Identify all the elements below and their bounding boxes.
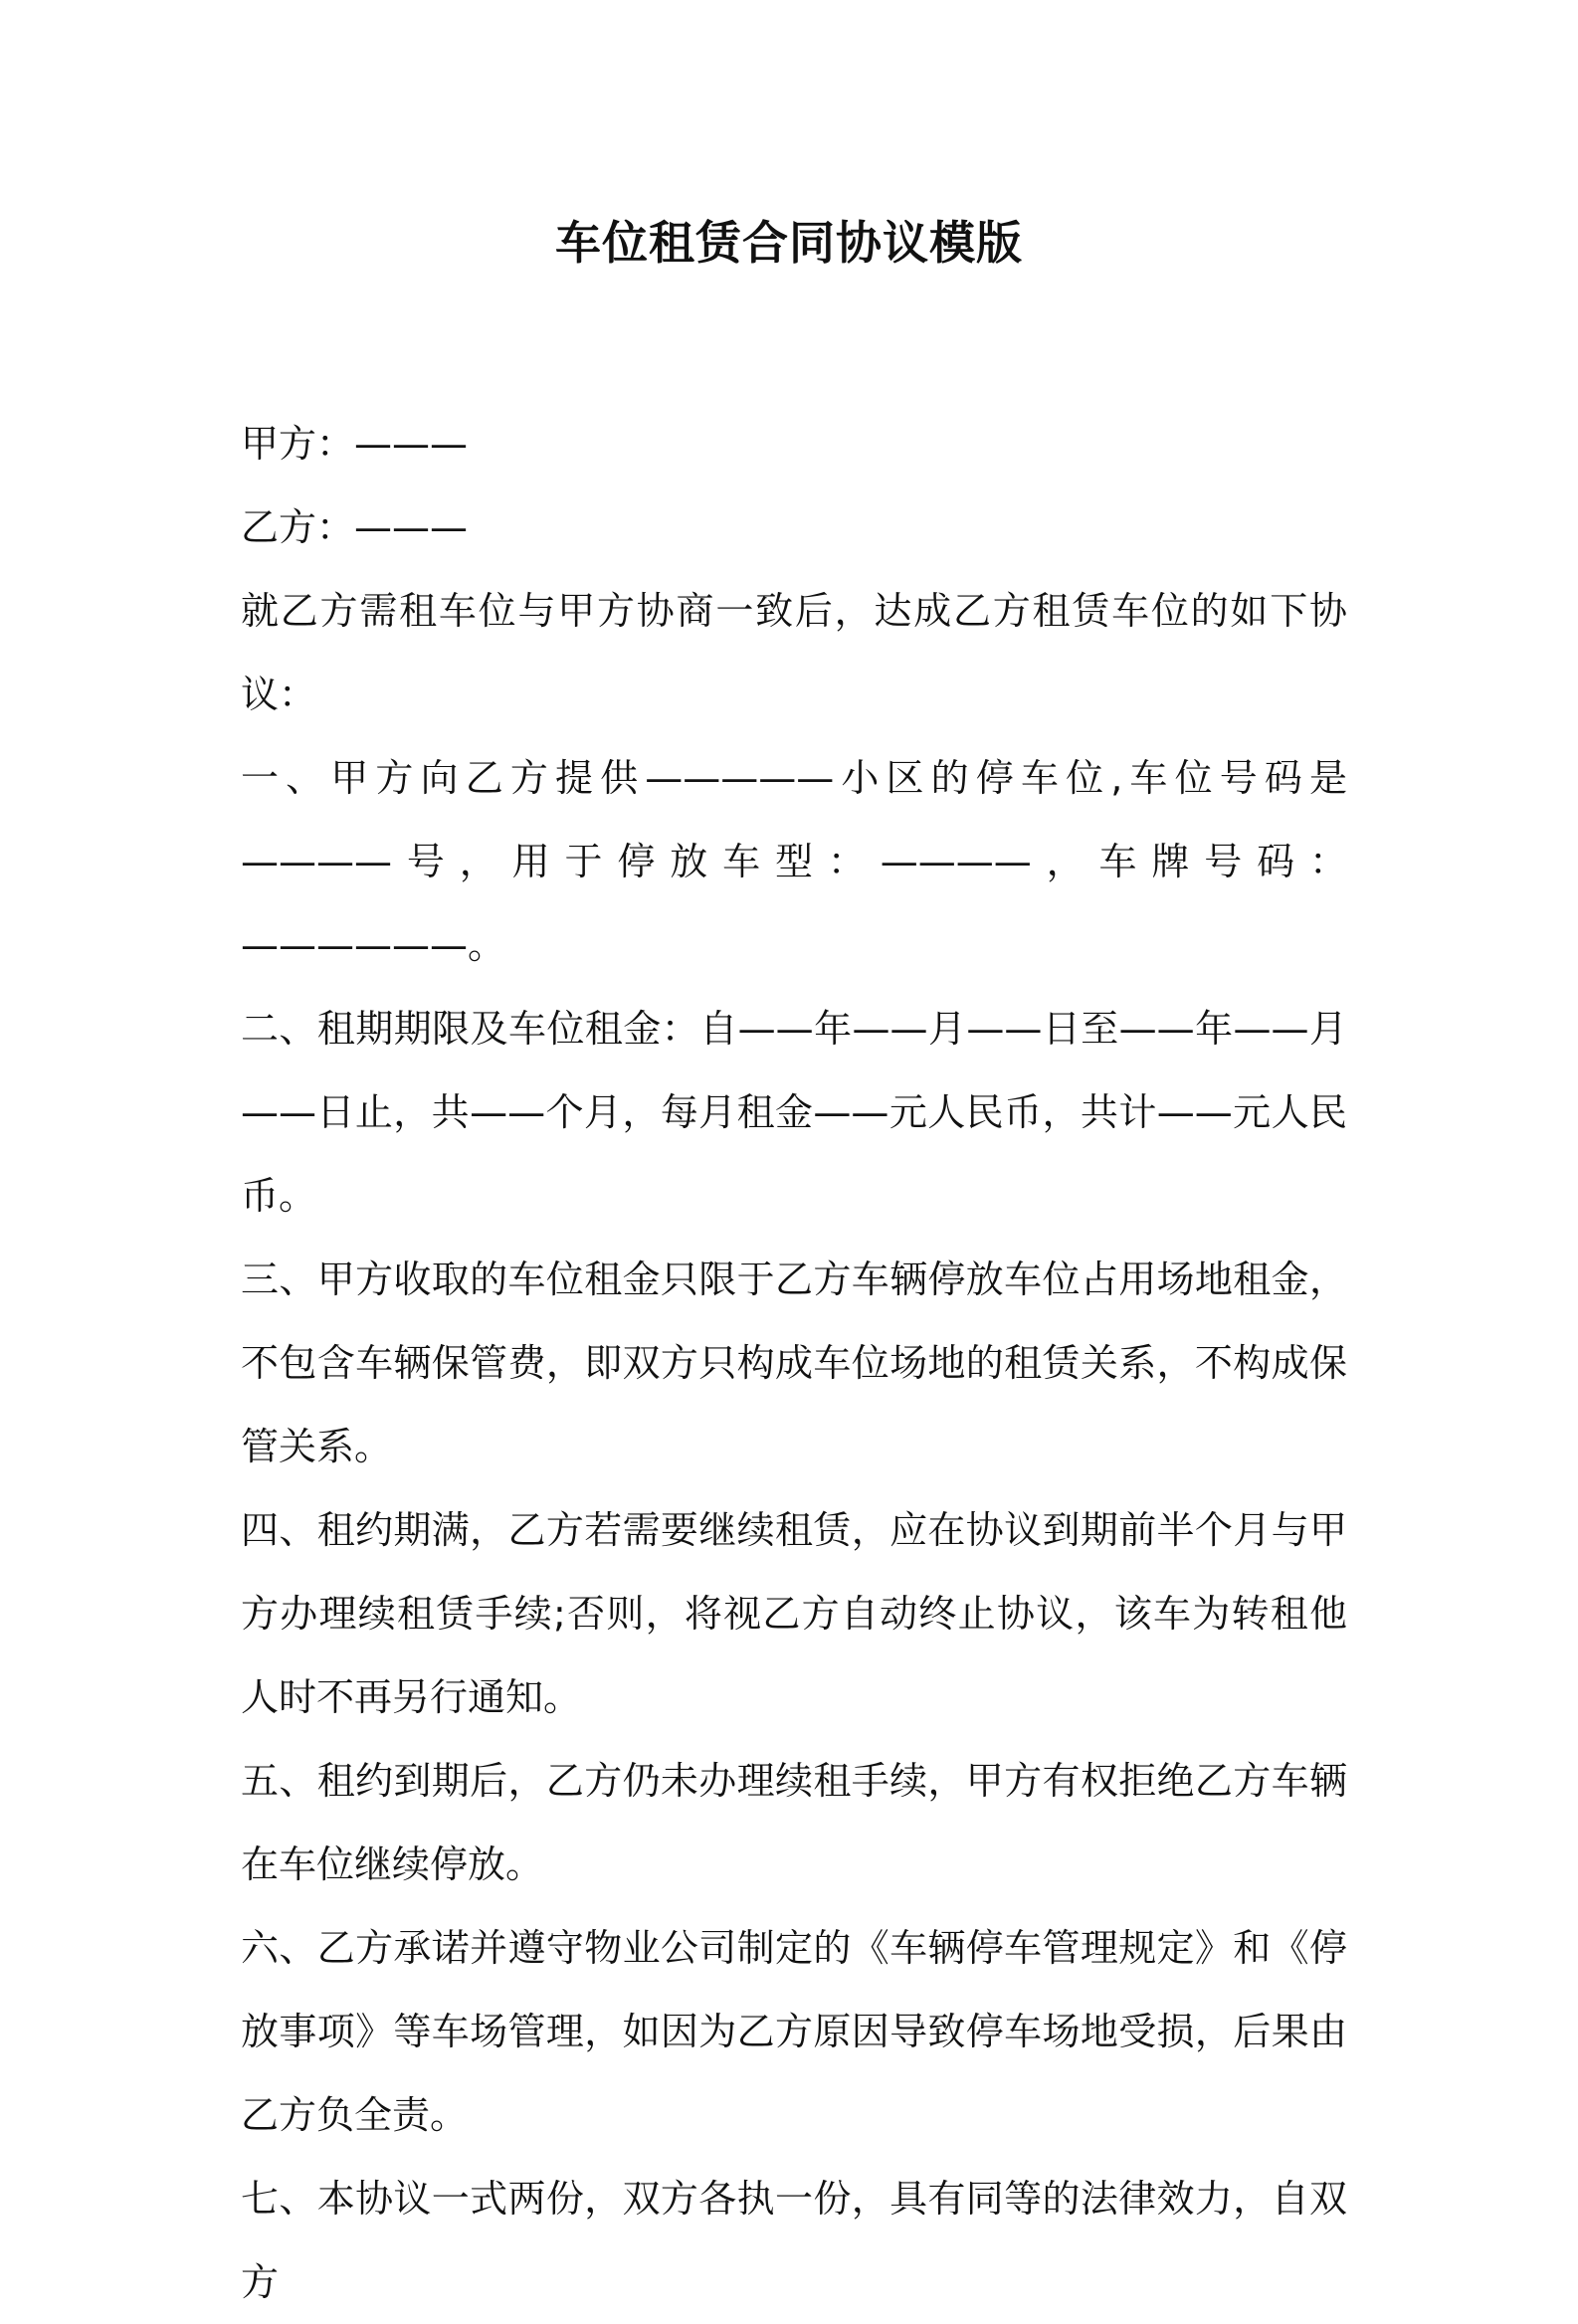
clause-6: 六、乙方承诺并遵守物业公司制定的《车辆停车管理规定》和《停放事项》等车场管理，如因为乙方原因导致停车场地受损，后果由乙方负全责。	[241, 1926, 1347, 2137]
document-body	[241, 402, 1347, 2324]
preamble-paragraph: 就乙方需租车位与甲方协商一致后，达成乙方租赁车位的如下协议：	[241, 589, 1347, 716]
clause-4: 四、租约期满，乙方若需要继续租赁，应在协议到期前半个月与甲方办理续租赁手续;否则，将视乙方自动终止协议，该车为转租他人时不再另行通知。	[241, 1508, 1347, 1719]
party-b-line: 乙方：———	[241, 505, 469, 549]
party-a-line: 甲方：———	[241, 422, 469, 466]
clause-3: 三、甲方收取的车位租金只限于乙方车辆停放车位占用场地租金，不包含车辆保管费，即双方只构成车位场地的租赁关系，不构成保管关系。	[241, 1258, 1347, 1468]
clause-7: 七、本协议一式两份，双方各执一份，具有同等的法律效力，自双方	[241, 2177, 1347, 2304]
document-title: 车位租赁合同协议模版	[555, 216, 1023, 270]
clause-5: 五、租约到期后，乙方仍未办理续租手续，甲方有权拒绝乙方车辆在车位继续停放。	[241, 1759, 1347, 1886]
clause-1: 一、甲方向乙方提供—————小区的停车位,车位号码是————号，用于停放车型：————，车牌号码：——————。	[241, 756, 1347, 967]
clause-2: 二、租期期限及车位租金：自——年——月——日至——年——月——日止，共——个月，每月租金——元人民币，共计——元人民币。	[241, 1007, 1347, 1218]
